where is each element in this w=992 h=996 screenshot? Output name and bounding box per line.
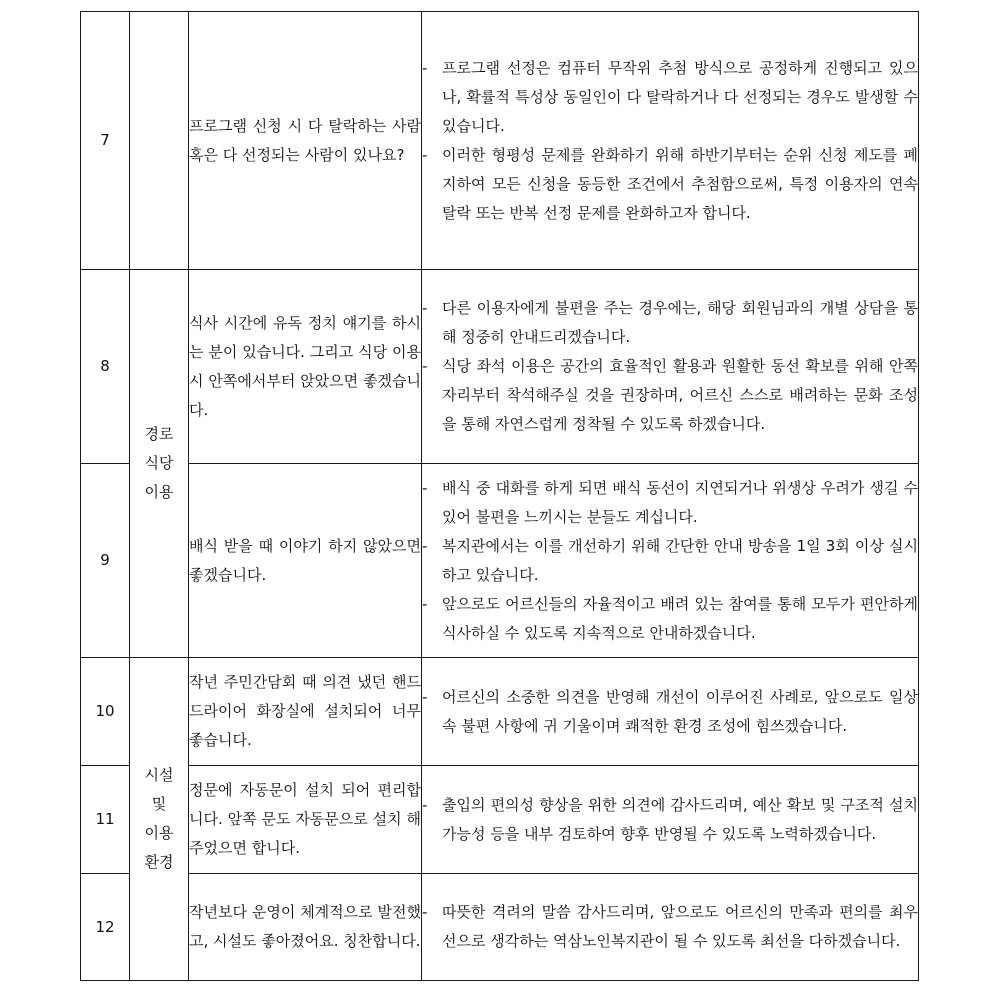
answer-item: - 앞으로도 어르신들의 자율적이고 배려 있는 참여를 통해 모두가 편안하게 식사하실 수 있도록 지속적으로 안내하겠습니다. <box>422 590 918 648</box>
category-label: 환경 <box>144 853 174 871</box>
answer-item: - 복지관에서는 이를 개선하기 위해 간단한 안내 방송을 1일 3회 이상 실시하고 있습니다. <box>422 532 918 590</box>
table-row <box>81 12 919 270</box>
answer-cell <box>422 464 919 658</box>
category-facility <box>130 658 189 981</box>
question-cell: 정문에 자동문이 설치 되어 편리합니다. 앞쪽 문도 자동문으로 설치 해주었으면 합니다. <box>189 766 422 874</box>
category-label: 시설 <box>144 766 174 784</box>
answer-cell <box>422 12 919 270</box>
answer-item: - 다른 이용자에게 불편을 주는 경우에는, 해당 회원님과의 개별 상담을 통해 정중히 안내드리겠습니다. <box>422 294 918 352</box>
answer-item: - 식당 좌석 이용은 공간의 효율적인 활용과 원활한 동선 확보를 위해 안쪽 자리부터 착석해주실 것을 권장하며, 어르신 스스로 배려하는 문화 조성을 통해 자연스럽게 정착될 수 있도록 하겠습니다. <box>422 352 918 439</box>
category-label: 경로 <box>144 425 174 443</box>
category-dining <box>130 270 189 658</box>
row-number: 12 <box>81 874 130 981</box>
category-label: 및 <box>151 795 167 813</box>
category-label: 식당 <box>144 454 174 472</box>
table-row <box>81 874 919 981</box>
row-number: 11 <box>81 766 130 874</box>
category-label: 이용 <box>144 483 174 501</box>
question-cell: 작년보다 운영이 체계적으로 발전했고, 시설도 좋아졌어요. 칭찬합니다. <box>189 874 422 981</box>
row-number: 7 <box>81 12 130 270</box>
answer-cell <box>422 270 919 464</box>
answer-item: - 프로그램 선정은 컴퓨터 무작위 추첨 방식으로 공정하게 진행되고 있으나, 확률적 특성상 동일인이 다 탈락하거나 다 선정되는 경우도 발생할 수 있습니다. <box>422 54 918 141</box>
question-cell: 식사 시간에 유독 정치 얘기를 하시는 분이 있습니다. 그리고 식당 이용 시 안쪽에서부터 앉았으면 좋겠습니다. <box>189 270 422 464</box>
answer-item: - 어르신의 소중한 의견을 반영해 개선이 이루어진 사례로, 앞으로도 일상 속 불편 사항에 귀 기울이며 쾌적한 환경 조성에 힘쓰겠습니다. <box>422 683 918 741</box>
table-row <box>81 464 919 658</box>
category-cell <box>130 12 189 270</box>
answer-cell <box>422 658 919 766</box>
question-cell: 배식 받을 때 이야기 하지 않았으면 좋겠습니다. <box>189 464 422 658</box>
category-label: 이용 <box>144 824 174 842</box>
table-row <box>81 658 919 766</box>
answer-cell <box>422 874 919 981</box>
answer-item: - 이러한 형평성 문제를 완화하기 위해 하반기부터는 순위 신청 제도를 폐지하여 모든 신청을 동등한 조건에서 추첨함으로써, 특정 이용자의 연속 탈락 또는 반복 선정 문제를 완화하고자 합니다. <box>422 141 918 228</box>
question-cell: 프로그램 신청 시 다 탈락하는 사람 혹은 다 선정되는 사람이 있나요? <box>189 12 422 270</box>
table-row <box>81 766 919 874</box>
row-number: 8 <box>81 270 130 464</box>
row-number: 9 <box>81 464 130 658</box>
question-cell: 작년 주민간담회 때 의견 냈던 핸드 드라이어 화장실에 설치되어 너무 좋습니다. <box>189 658 422 766</box>
table-row <box>81 270 919 464</box>
row-number: 10 <box>81 658 130 766</box>
answer-item: - 따뜻한 격려의 말씀 감사드리며, 앞으로도 어르신의 만족과 편의를 최우선으로 생각하는 역삼노인복지관이 될 수 있도록 최선을 다하겠습니다. <box>422 898 918 956</box>
answer-item: - 배식 중 대화를 하게 되면 배식 동선이 지연되거나 위생상 우려가 생길 수 있어 불편을 느끼시는 분들도 계십니다. <box>422 474 918 532</box>
feedback-table <box>80 11 919 981</box>
answer-item: - 출입의 편의성 향상을 위한 의견에 감사드리며, 예산 확보 및 구조적 설치 가능성 등을 내부 검토하여 향후 반영될 수 있도록 노력하겠습니다. <box>422 791 918 849</box>
answer-cell <box>422 766 919 874</box>
